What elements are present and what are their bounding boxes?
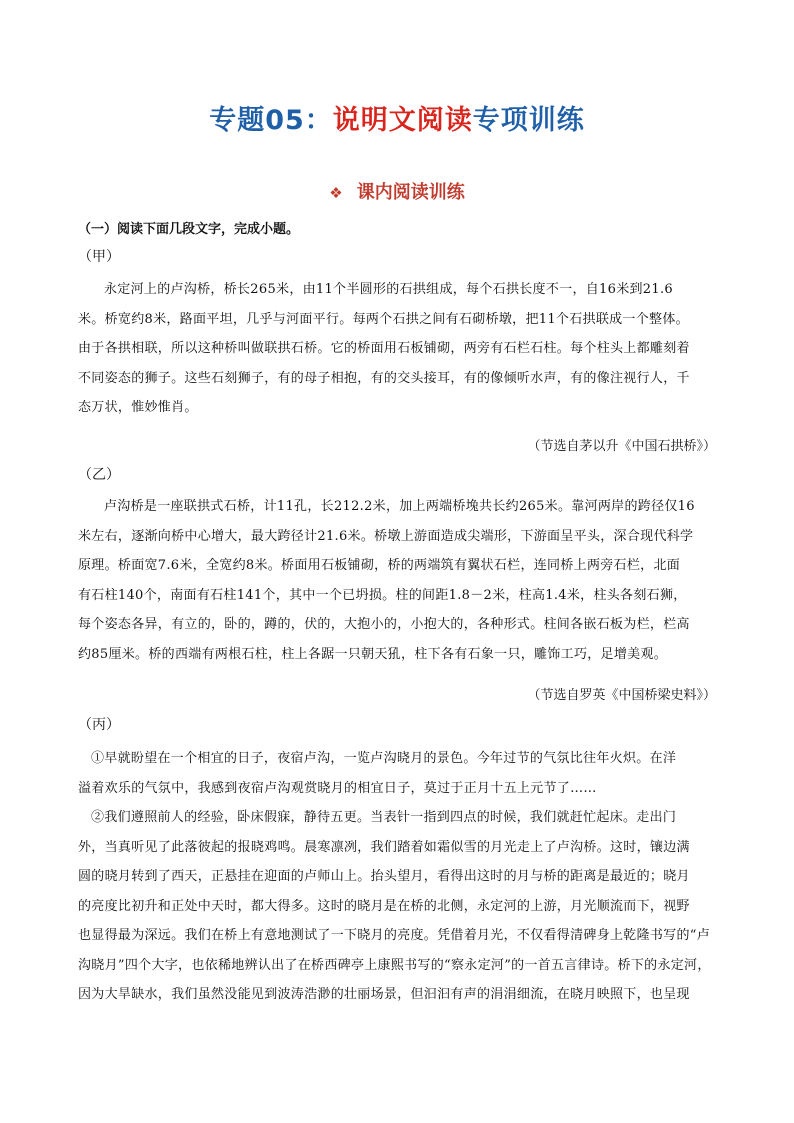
passage-line: 永定河上的卢沟桥，桥长265米，由11个半圆形的石拱组成，每个石拱长度不一，自16米到21.6 [104,282,673,297]
passage-line: 由于各拱相联，所以这种桥叫做联拱石桥。它的桥面用石板铺砌，两旁有石栏石柱。每个柱头上都雕刻着 [78,341,690,356]
passage-line: 约85厘米。桥的西端有两根石柱，柱上各踞一只朝天犼，柱下各有石象一只，雕饰工巧，足增美观。 [78,646,668,662]
section-heading-text: 课内阅读训练 [356,182,465,203]
passage-line: 的亮度比初升和正处中天时，都大得多。这时的晓月是在桥的北侧，永定河的上游，月光顺流而下，视野 [78,898,690,914]
title-suffix: 专项训练 [472,105,585,136]
passage-line: 每个姿态各异，有立的，卧的，蹲的，伏的，大抱小的，小抱大的，各种形式。柱间各嵌石板为栏，栏高 [78,617,690,632]
passage-line: 米左右，逐渐向桥中心增大，最大跨径计21.6米。桥墩上游面造成尖端形，下游面呈平头，深合现代科学 [78,528,694,544]
passage-jia [78,275,723,423]
passage-line: 圆的晓月转到了西天，正悬挂在迎面的卢师山上。抬头望月，看得出这时的月与桥的距离是最近的；晓月 [78,869,690,884]
passage-line: 卢沟桥是一座联拱式石桥，计11孔，长212.2米，加上两端桥堍共长约265米。靠河两岸的跨径仅16 [104,499,695,514]
page-title [0,98,794,137]
passage-bing-label: （丙） [78,717,120,733]
passage-line: 米。桥宽约8米，路面平坦，几乎与河面平行。每两个石拱之间有石砌桥墩，把11个石拱联成一个整体。 [78,311,689,327]
passage-line: ①早就盼望在一个相宜的日子，夜宿卢沟，一览卢沟晓月的景色。今年过节的气氛比往年火炽。在洋 [91,751,677,766]
title-prefix: 专题05： [209,105,333,136]
passage-line: ②我们遵照前人的经验，卧床假寐，静待五更。当表针一指到四点的时候，我们就赶忙起床。走出门 [91,810,677,825]
question-instruction: （一）阅读下面几段文字，完成小题。 [78,222,300,237]
passage-line: 态万状，惟妙惟肖。 [78,400,198,415]
passage-yi [78,492,723,669]
passage-jia-label: （甲） [78,249,120,265]
passage-bing [78,744,723,1010]
passage-line: 外，当真听见了此落彼起的报晓鸡鸣。晨寒凛冽，我们踏着如霜似雪的月光走上了卢沟桥。这时，镶边满 [78,839,690,855]
passage-line: 溢着欢乐的气氛中，我感到夜宿卢沟观赏晓月的相宜日子，莫过于正月十五上元节了…… [78,780,597,796]
passage-line: 因为大旱缺水，我们虽然没能见到波涛浩渺的壮丽场景，但汩汩有声的涓涓细流，在晓月映照下，也呈现 [78,987,690,1002]
passage-jia-source: （节选自茅以升《中国石拱桥》） [527,439,716,454]
passage-line: 有石柱140个，南面有石柱141个，其中一个已坍损。柱的间距1.8－2米，柱高1.4米，柱头各刻石狮， [78,587,687,603]
passage-line: 也显得最为深远。我们在桥上有意地测试了一下晓月的亮度。凭借着月光，不仅看得清碑身上乾隆书写的“卢 [78,928,711,943]
title-topic: 说明文阅读 [332,105,473,136]
passage-line: 原理。桥面宽7.6米，全宽约8米。桥面用石板铺砌，桥的两端筑有翼状石栏，连同桥上两旁石栏，北面 [78,558,681,573]
diamond-bullet-icon: ❖ [329,184,343,202]
passage-yi-label: （乙） [78,467,120,483]
passage-line: 沟晓月”四个大字，也依稀地辨认出了在桥西碑亭上康熙书写的“察永定河”的一首五言律诗。桥下的永定河， [78,957,711,973]
passage-line: 不同姿态的狮子。这些石刻狮子，有的母子相抱，有的交头接耳，有的像倾听水声，有的像注视行人，千 [78,370,690,386]
section-heading [0,178,794,204]
passage-yi-source: （节选自罗英《中国桥梁史料》） [527,688,716,703]
